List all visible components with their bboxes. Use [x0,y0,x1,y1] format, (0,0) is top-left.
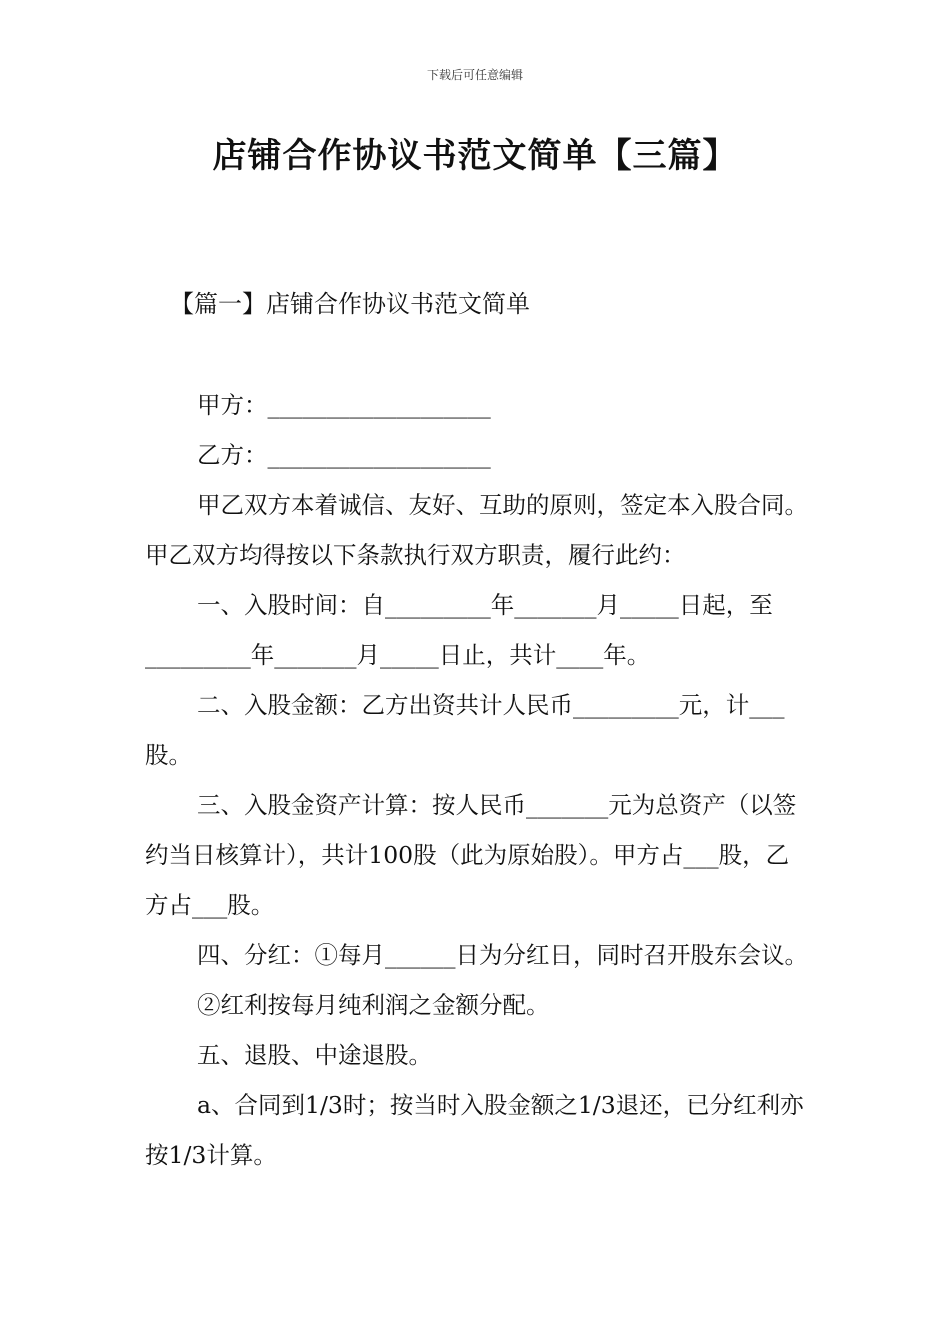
clause-5a-early-withdrawal: a、合同到1/3时；按当时入股金额之1/3退还，已分红利亦按1/3计算。 [145,1091,804,1169]
document-title: 店铺合作协议书范文简单【三篇】 [212,136,738,176]
party-b-line: 乙方：___________________ [197,441,491,469]
document-body [145,380,810,1180]
clause-3-asset-calculation: 三、入股金资产计算：按人民币_______元为总资产（以签约当日核算计），共计100股（此为原始股）。甲方占___股，乙方占___股。 [145,791,797,919]
clause-1-investment-period: 一、入股时间：自_________年_______月_____日起，至_________年_______月_____日止，共计____年。 [145,591,773,669]
clause-4-dividend: 四、分红：①每月______日为分红日，同时召开股东会议。 [197,941,808,969]
section-heading: 【篇一】店铺合作协议书范文简单 [170,290,530,318]
clause-5-withdrawal: 五、退股、中途退股。 [197,1041,432,1069]
preamble-paragraph: 甲乙双方本着诚信、友好、互助的原则，签定本入股合同。甲乙双方均得按以下条款执行双方职责，履行此约： [145,491,808,569]
clause-2-investment-amount: 二、入股金额：乙方出资共计人民币_________元，计___股。 [145,691,785,769]
party-a-line: 甲方：___________________ [197,391,491,419]
header-note: 下载后可任意编辑 [426,68,523,82]
clause-4-dividend-rule: ②红利按每月纯利润之金额分配。 [197,991,550,1019]
